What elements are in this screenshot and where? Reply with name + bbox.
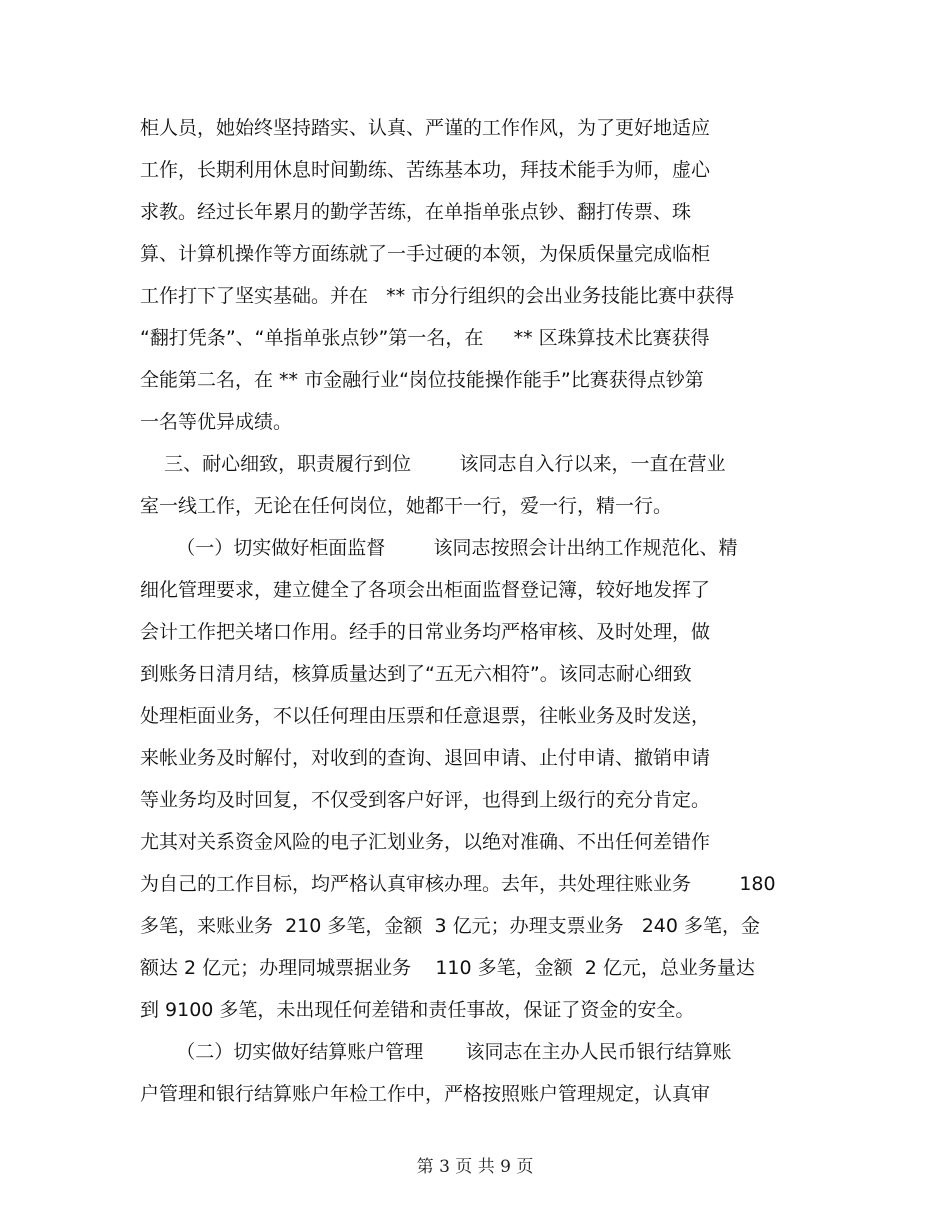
body-text-line: 工作打下了坚实基础。并在 ** 市分行组织的会出业务技能比赛中获得 — [140, 285, 735, 307]
body-text-line: 多笔，来账业务 210 多笔，金额 3 亿元；办理支票业务 240 多笔，金 — [140, 915, 761, 937]
subsection-heading-line: （二）切实做好结算账户管理 该同志在主办人民币银行结算账 — [140, 1041, 732, 1063]
body-text-line: 会计工作把关堵口作用。经手的日常业务均严格审核、及时处理，做 — [140, 621, 711, 643]
body-text-line: 到账务日清月结，核算质量达到了“五无六相符”。该同志耐心细致 — [140, 663, 692, 685]
body-text-line: 到 9100 多笔，未出现任何差错和责任事故，保证了资金的安全。 — [140, 999, 695, 1021]
body-text-line: 来帐业务及时解付，对收到的查询、退回申请、止付申请、撤销申请 — [140, 747, 711, 769]
body-text-line: 工作，长期利用休息时间勤练、苦练基本功，拜技术能手为师，虚心 — [140, 159, 711, 181]
body-text-line: 户管理和银行结算账户年检工作中，严格按照账户管理规定，认真审 — [140, 1083, 711, 1105]
body-text-line: 细化管理要求，建立健全了各项会出柜面监督登记簿，较好地发挥了 — [140, 579, 711, 601]
body-text-line: “翻打凭条”、“单指单张点钞”第一名，在 ** 区珠算技术比赛获得 — [140, 327, 710, 349]
body-text-line: 等业务均及时回复，不仅受到客户好评，也得到上级行的充分肯定。 — [140, 789, 711, 811]
body-text-line: 算、计算机操作等方面练就了一手过硬的本领，为保质保量完成临柜 — [140, 243, 711, 265]
body-text-line: 为自己的工作目标，均严格认真审核办理。去年，共处理往账业务 180 — [140, 873, 776, 895]
body-text-line: 尤其对关系资金风险的电子汇划业务，以绝对准确、不出任何差错作 — [140, 831, 711, 853]
body-text-line: 柜人员，她始终坚持踏实、认真、严谨的工作作风，为了更好地适应 — [140, 117, 711, 139]
body-text-line: 一名等优异成绩。 — [140, 411, 293, 433]
body-text-line: 求教。经过长年累月的勤学苦练，在单指单张点钞、翻打传票、珠 — [140, 201, 692, 223]
section-heading-line: 三、耐心细致，职责履行到位 该同志自入行以来，一直在营业 — [140, 453, 726, 475]
body-text-line: 额达 2 亿元；办理同城票据业务 110 多笔，金额 2 亿元，总业务量达 — [140, 957, 755, 979]
body-text-line: 全能第二名，在 ** 市金融行业“岗位技能操作能手”比赛获得点钞第 — [140, 369, 704, 391]
subsection-heading-line: （一）切实做好柜面监督 该同志按照会计出纳工作规范化、精 — [140, 537, 738, 559]
body-text-line: 室一线工作，无论在任何岗位，她都干一行，爱一行，精一行。 — [140, 495, 673, 517]
page-number-footer: 第 3 页 共 9 页 — [416, 1157, 534, 1177]
body-text-line: 处理柜面业务，不以任何理由压票和任意退票，往帐业务及时发送， — [140, 705, 711, 727]
